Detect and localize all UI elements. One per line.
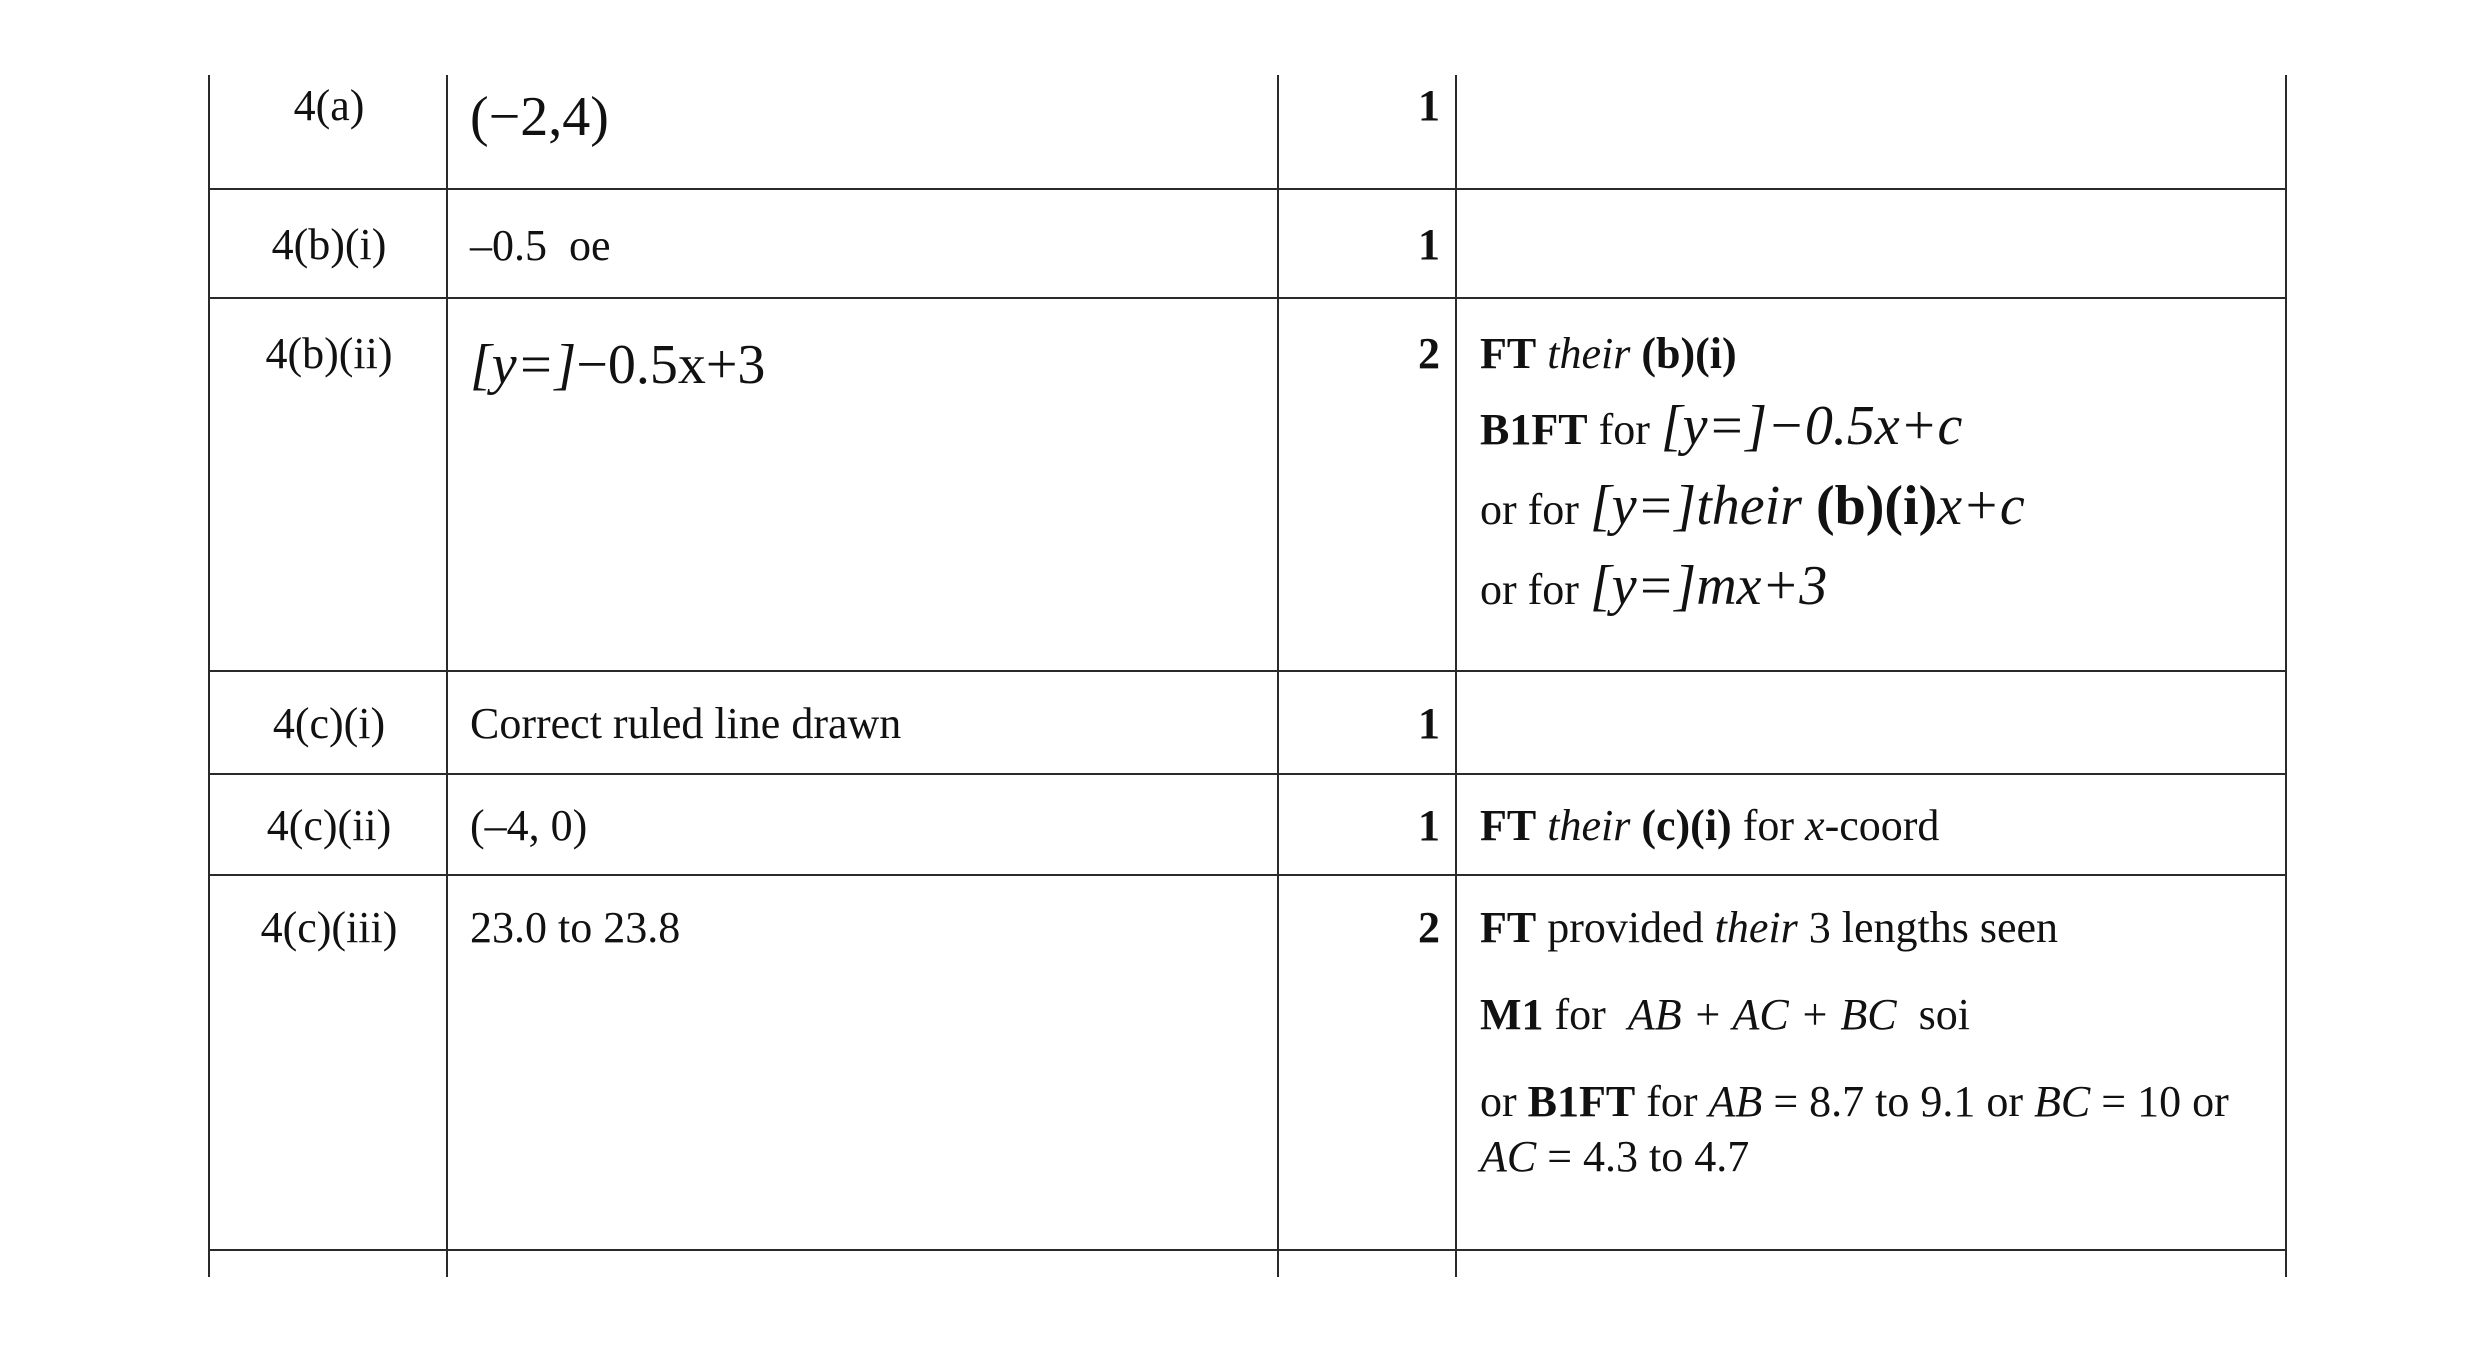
guidance-variable: AC	[1480, 1132, 1537, 1181]
marks-cell: 1	[1418, 801, 1440, 850]
guidance-their: their	[1547, 801, 1631, 850]
guidance-line	[1480, 471, 2025, 541]
row-divider	[208, 670, 2287, 672]
column-divider-question	[446, 75, 448, 1277]
guidance-text: for	[1646, 1077, 1698, 1126]
guidance-text: or for	[1480, 485, 1579, 534]
table-border-right	[2285, 75, 2287, 1277]
guidance-code: FT	[1480, 903, 1537, 952]
guidance-their: their	[1714, 903, 1798, 952]
column-divider-marks	[1455, 75, 1457, 1277]
guidance-expression: AB + AC + BC	[1627, 990, 1897, 1039]
guidance-text: = 10 or	[2101, 1077, 2229, 1126]
guidance-text: -coord	[1824, 801, 1940, 850]
row-divider	[208, 188, 2287, 190]
answer-cell: 23.0 to 23.8	[470, 903, 681, 952]
guidance-text: = 8.7 to 9.1 or	[1773, 1077, 2024, 1126]
guidance-bracket: [y=]	[1589, 475, 1697, 537]
question-number: 4(c)(iii)	[260, 903, 398, 952]
guidance-ref: (c)(i)	[1641, 801, 1732, 850]
guidance-text: for	[1742, 801, 1795, 850]
table-border-left	[208, 75, 210, 1277]
guidance-line	[1480, 1129, 2229, 1184]
guidance-text: for	[1554, 990, 1606, 1039]
marks-cell: 1	[1418, 220, 1440, 269]
guidance-code: FT	[1480, 329, 1537, 378]
guidance-code: FT	[1480, 801, 1537, 850]
answer-cell	[470, 218, 611, 273]
guidance-their: their	[1696, 475, 1802, 537]
answer-cell	[470, 330, 765, 400]
guidance-code: B1FT	[1480, 405, 1588, 454]
guidance-text: 3 lengths seen	[1808, 903, 2059, 952]
answer-value: –0.5	[470, 221, 547, 270]
guidance-code: B1FT	[1527, 1077, 1636, 1126]
question-number: 4(c)(i)	[272, 699, 386, 748]
answer-cell: Correct ruled line drawn	[470, 699, 902, 748]
guidance-variable: x	[1805, 801, 1825, 850]
guidance-text: or for	[1480, 565, 1579, 614]
question-number: 4(b)(ii)	[265, 329, 393, 378]
answer-suffix: oe	[569, 221, 611, 270]
answer-expression: −0.5x+3	[576, 334, 766, 396]
guidance-text: or	[1480, 1077, 1517, 1126]
guidance-line	[1480, 987, 2229, 1042]
guidance-text: provided	[1547, 903, 1704, 952]
question-number: 4(b)(i)	[271, 220, 387, 269]
guidance-cell	[1480, 326, 2025, 631]
guidance-cell	[1480, 798, 1939, 853]
row-divider	[208, 874, 2287, 876]
guidance-line	[1480, 1074, 2229, 1129]
guidance-cell	[1480, 900, 2229, 1194]
guidance-their: their	[1547, 329, 1631, 378]
guidance-ref: (b)(i)	[1641, 329, 1737, 378]
guidance-bracket: [y=]	[1660, 395, 1768, 457]
row-divider	[208, 1249, 2287, 1251]
guidance-line	[1480, 391, 2025, 461]
guidance-code: M1	[1480, 990, 1544, 1039]
answer-bracket: [y=]	[470, 334, 577, 396]
guidance-line	[1480, 900, 2229, 955]
question-number: 4(c)(ii)	[266, 801, 392, 850]
column-divider-answer	[1277, 75, 1279, 1277]
marks-cell: 2	[1418, 903, 1440, 952]
guidance-text: = 4.3 to 4.7	[1547, 1132, 1750, 1181]
marks-cell: 1	[1418, 81, 1440, 130]
guidance-ref: (b)(i)	[1815, 475, 1938, 537]
guidance-expression: x+c	[1937, 475, 2025, 537]
answer-cell: (−2,4)	[470, 86, 609, 148]
guidance-line	[1480, 551, 2025, 621]
guidance-bracket: [y=]	[1589, 555, 1697, 617]
marks-cell: 1	[1418, 699, 1440, 748]
guidance-text: for	[1598, 405, 1650, 454]
answer-cell: (–4, 0)	[470, 801, 588, 850]
guidance-expression: −0.5x+c	[1767, 395, 1963, 457]
guidance-text: soi	[1918, 990, 1970, 1039]
guidance-line	[1480, 326, 2025, 381]
guidance-variable: AB	[1708, 1077, 1763, 1126]
marks-cell: 2	[1418, 329, 1440, 378]
guidance-expression: mx+3	[1696, 555, 1828, 617]
row-divider	[208, 773, 2287, 775]
question-number: 4(a)	[293, 81, 365, 130]
guidance-variable: BC	[2034, 1077, 2091, 1126]
row-divider	[208, 297, 2287, 299]
